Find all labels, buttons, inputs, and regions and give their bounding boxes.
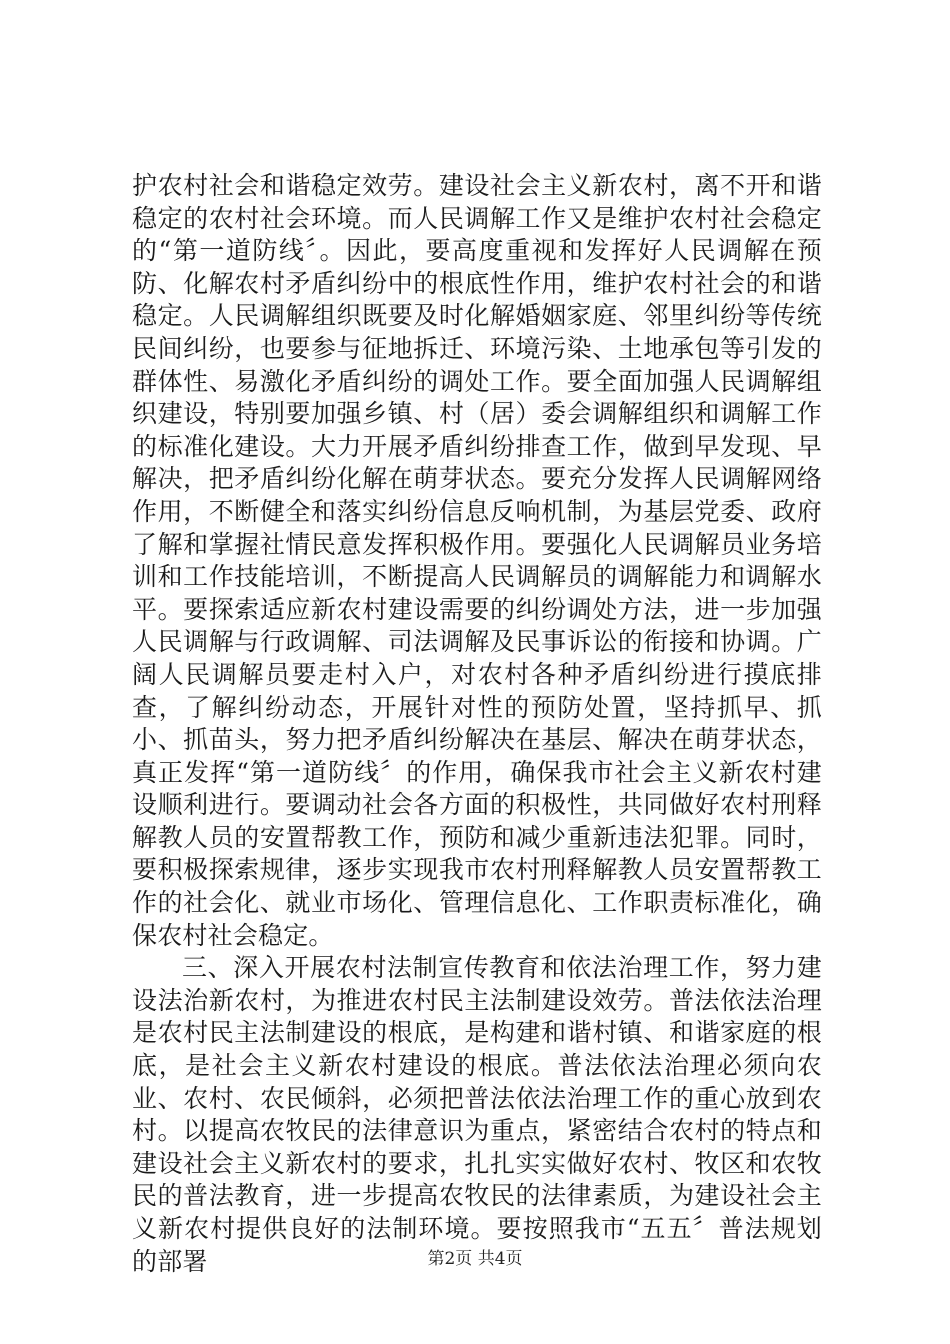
page-number: 第2页 共4页	[427, 1249, 523, 1269]
paragraph-legal-education: 三、深入开展农村法制宣传教育和依法治理工作，努力建设法治新农村，为推进农村民主法制建设效劳。普法依法治理是农村民主法制建设的根底，是构建和谐村镇、和谐家庭的根底，是社会主义新农村建设的根底。普法依法治理必须向农业、农村、农民倾斜，必须把普法依法治理工作的重心放到农村。以提高农牧民的法律意识为重点，紧密结合农村的特点和建设社会主义新农村的要求，扎扎实实做好农村、牧区和农牧民的普法教育，进一步提高农牧民的法律素质，为建设社会主义新农村提供良好的法制环境。要按照我市“五五〞普法规划的部署	[132, 953, 822, 1276]
document-body	[132, 170, 822, 1278]
paragraph-mediation: 护农村社会和谐稳定效劳。建设社会主义新农村，离不开和谐稳定的农村社会环境。而人民调解工作又是维护农村社会稳定的“第一道防线〞。因此，要高度重视和发挥好人民调解在预防、化解农村矛盾纠纷中的根底性作用，维护农村社会的和谐稳定。人民调解组织既要及时化解婚姻家庭、邻里纠纷等传统民间纠纷，也要参与征地拆迁、环境污染、土地承包等引发的群体性、易激化矛盾纠纷的调处工作。要全面加强人民调解组织建设，特别要加强乡镇、村（居）委会调解组织和调解工作的标准化建设。大力开展矛盾纠纷排查工作，做到早发现、早解决，把矛盾纠纷化解在萌芽状态。要充分发挥人民调解网络作用，不断健全和落实纠纷信息反响机制，为基层党委、政府了解和掌握社情民意发挥积极作用。要强化人民调解员业务培训和工作技能培训，不断提高人民调解员的调解能力和调解水平。要探索适应新农村建设需要的纠纷调处方法，进一步加强人民调解与行政调解、司法调解及民事诉讼的衔接和协调。广阔人民调解员要走村入户，对农村各种矛盾纠纷进行摸底排查，了解纠纷动态，开展针对性的预防处置，坚持抓早、抓小、抓苗头，努力把矛盾纠纷解决在基层、解决在萌芽状态，真正发挥“第一道防线〞的作用，确保我市社会主义新农村建设顺利进行。要调动社会各方面的积极性，共同做好农村刑释解教人员的安置帮教工作，预防和减少重新违法犯罪。同时，要积极探索规律，逐步实现我市农村刑释解教人员安置帮教工作的社会化、就业市场化、管理信息化、工作职责标准化，确保农村社会稳定。	[132, 171, 822, 950]
page-footer	[0, 1244, 950, 1269]
